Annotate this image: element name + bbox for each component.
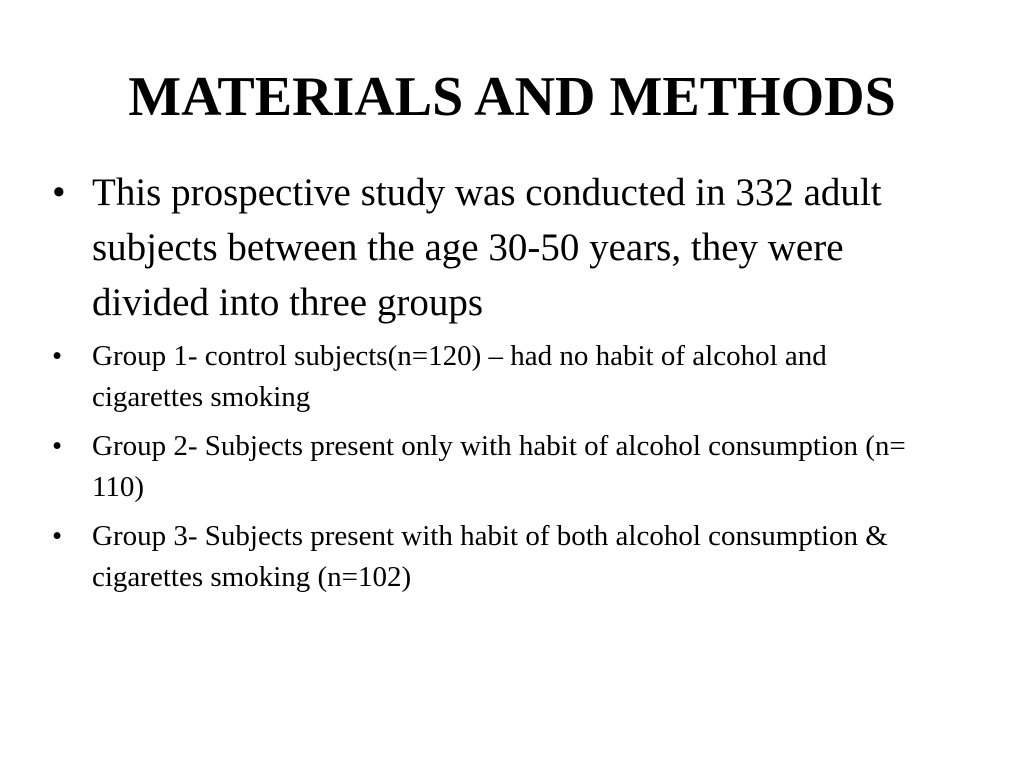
bullet-point-icon: •: [52, 520, 63, 552]
bullet-text: Group 2- Subjects present only with habit of alcohol consumption (n= 110): [92, 430, 906, 503]
slide-title: MATERIALS AND METHODS: [128, 66, 896, 128]
bullet-point-icon: •: [52, 171, 66, 214]
bullet-item-group-2: [52, 426, 932, 508]
bullet-list: [52, 165, 932, 606]
bullet-item-group-3: [52, 516, 932, 598]
bullet-text: This prospective study was conducted in 332 adult subjects between the age 30-50 years, they were divided into three groups: [92, 171, 882, 324]
bullet-point-icon: •: [52, 340, 63, 372]
bullet-text: Group 1- control subjects(n=120) – had no habit of alcohol and cigarettes smoking: [92, 340, 827, 413]
bullet-text: Group 3- Subjects present with habit of both alcohol consumption & cigarettes smoking (n=102): [92, 520, 888, 593]
bullet-item-study-description: [52, 165, 932, 330]
bullet-item-group-1: [52, 336, 932, 418]
bullet-point-icon: •: [52, 430, 63, 462]
